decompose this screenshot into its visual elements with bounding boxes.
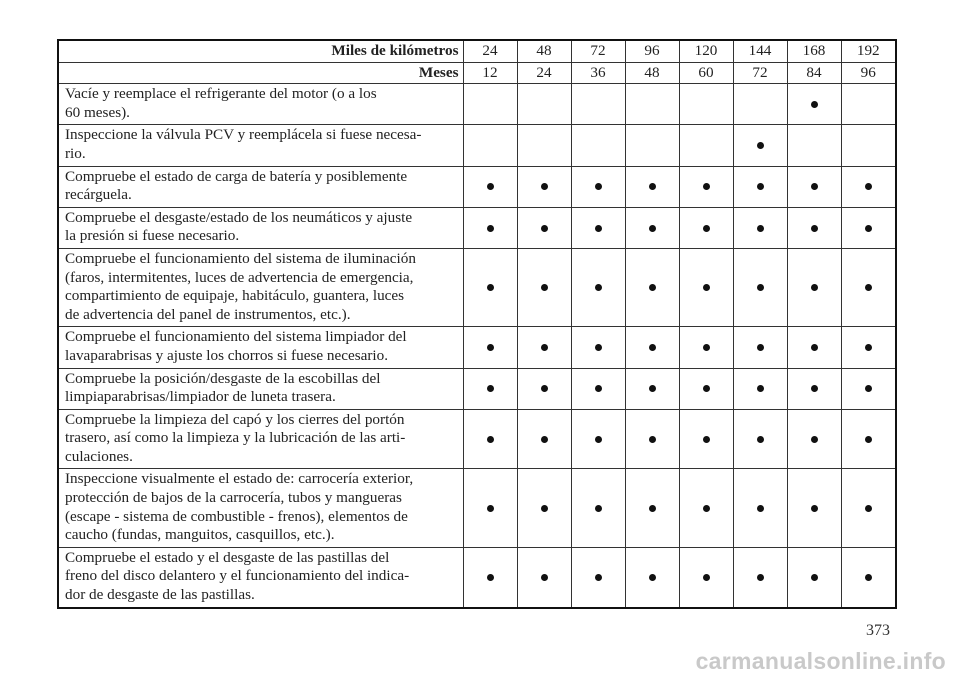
months-header-row-value: 12 [463, 62, 517, 84]
schedule-cell [787, 327, 841, 368]
task-text-line: Compruebe el funcionamiento del sistema limpiador del [65, 328, 407, 346]
filled-dot-icon [703, 284, 710, 291]
schedule-cell [787, 166, 841, 207]
km-header-row [58, 40, 896, 62]
filled-dot-icon [595, 574, 602, 581]
filled-dot-icon [811, 344, 818, 351]
km-header-row-value: 144 [733, 40, 787, 62]
filled-dot-icon [649, 574, 656, 581]
schedule-cell [679, 207, 733, 248]
task-description [58, 368, 463, 409]
filled-dot-icon [811, 574, 818, 581]
task-text-line: (escape - sistema de combustible - frenos), elementos de [65, 507, 408, 525]
filled-dot-icon [865, 183, 872, 190]
task-text-line: freno del disco delantero y el funcionamiento del indica- [65, 567, 410, 585]
schedule-cell [841, 248, 896, 326]
schedule-cell [733, 368, 787, 409]
filled-dot-icon [811, 436, 818, 443]
km-header-row-label: Miles de kilómetros [58, 40, 463, 62]
filled-dot-icon [595, 505, 602, 512]
km-header-row-value: 24 [463, 40, 517, 62]
schedule-cell [571, 409, 625, 469]
schedule-row [58, 166, 896, 207]
filled-dot-icon [811, 183, 818, 190]
filled-dot-icon [757, 344, 764, 351]
filled-dot-icon [541, 183, 548, 190]
task-text-line: la presión si fuese necesario. [65, 227, 240, 245]
maintenance-schedule-table [57, 39, 897, 609]
task-text-line: caucho (fundas, manguitos, casquillos, etc.). [65, 526, 335, 544]
km-header-row-value: 72 [571, 40, 625, 62]
schedule-cell [841, 166, 896, 207]
months-header-row-value: 60 [679, 62, 733, 84]
filled-dot-icon [757, 183, 764, 190]
schedule-cell [679, 547, 733, 607]
filled-dot-icon [487, 183, 494, 190]
schedule-cell [625, 327, 679, 368]
schedule-cell [841, 368, 896, 409]
schedule-cell [517, 469, 571, 547]
task-description [58, 327, 463, 368]
filled-dot-icon [649, 344, 656, 351]
filled-dot-icon [595, 436, 602, 443]
schedule-cell [787, 469, 841, 547]
filled-dot-icon [703, 225, 710, 232]
filled-dot-icon [595, 284, 602, 291]
filled-dot-icon [757, 574, 764, 581]
schedule-cell [679, 166, 733, 207]
schedule-cell [625, 547, 679, 607]
schedule-cell [571, 547, 625, 607]
filled-dot-icon [649, 505, 656, 512]
schedule-cell [463, 368, 517, 409]
task-description [58, 409, 463, 469]
schedule-row [58, 409, 896, 469]
schedule-cell [841, 207, 896, 248]
schedule-cell [787, 547, 841, 607]
months-header-row-value: 72 [733, 62, 787, 84]
schedule-cell [733, 547, 787, 607]
task-text-line: lavaparabrisas y ajuste los chorros si fuese necesario. [65, 346, 389, 364]
km-header-row-value: 168 [787, 40, 841, 62]
months-header-row-value: 48 [625, 62, 679, 84]
task-text-line: Vacíe y reemplace el refrigerante del motor (o a los [65, 85, 377, 103]
km-header-row-value: 48 [517, 40, 571, 62]
filled-dot-icon [757, 385, 764, 392]
schedule-row [58, 207, 896, 248]
schedule-cell [841, 84, 896, 125]
schedule-cell [463, 327, 517, 368]
filled-dot-icon [703, 385, 710, 392]
filled-dot-icon [865, 436, 872, 443]
schedule-row [58, 84, 896, 125]
filled-dot-icon [487, 385, 494, 392]
filled-dot-icon [595, 183, 602, 190]
schedule-cell [571, 368, 625, 409]
filled-dot-icon [541, 505, 548, 512]
filled-dot-icon [487, 225, 494, 232]
schedule-cell [463, 469, 517, 547]
task-text-line: Inspeccione la válvula PCV y reemplácela si fuese necesa- [65, 126, 422, 144]
task-description [58, 207, 463, 248]
filled-dot-icon [541, 344, 548, 351]
task-text-line: rio. [65, 144, 86, 162]
filled-dot-icon [541, 436, 548, 443]
schedule-cell [463, 84, 517, 125]
schedule-cell [571, 125, 625, 166]
schedule-cell [625, 469, 679, 547]
schedule-cell [733, 84, 787, 125]
schedule-cell [787, 84, 841, 125]
schedule-cell [517, 409, 571, 469]
filled-dot-icon [811, 225, 818, 232]
schedule-cell [733, 125, 787, 166]
schedule-cell [787, 368, 841, 409]
filled-dot-icon [541, 284, 548, 291]
schedule-cell [463, 248, 517, 326]
schedule-cell [463, 207, 517, 248]
schedule-cell [517, 547, 571, 607]
filled-dot-icon [703, 183, 710, 190]
schedule-cell [625, 166, 679, 207]
schedule-cell [571, 248, 625, 326]
filled-dot-icon [865, 385, 872, 392]
filled-dot-icon [811, 385, 818, 392]
task-text-line: 60 meses). [65, 103, 130, 121]
months-header-row-value: 36 [571, 62, 625, 84]
task-text-line: Compruebe el estado y el desgaste de las pastillas del [65, 548, 390, 566]
task-description [58, 248, 463, 326]
km-header-row-value: 192 [841, 40, 896, 62]
filled-dot-icon [865, 225, 872, 232]
task-description [58, 125, 463, 166]
filled-dot-icon [649, 284, 656, 291]
schedule-cell [679, 248, 733, 326]
schedule-cell [571, 84, 625, 125]
schedule-row [58, 469, 896, 547]
task-text-line: recárguela. [65, 186, 132, 204]
filled-dot-icon [649, 225, 656, 232]
filled-dot-icon [757, 505, 764, 512]
schedule-cell [733, 166, 787, 207]
filled-dot-icon [487, 344, 494, 351]
schedule-cell [625, 207, 679, 248]
task-text-line: Compruebe el estado de carga de batería y posiblemente [65, 167, 408, 185]
km-header-row-value: 96 [625, 40, 679, 62]
task-text-line: Compruebe la limpieza del capó y los cierres del portón [65, 410, 405, 428]
filled-dot-icon [757, 225, 764, 232]
schedule-cell [571, 166, 625, 207]
task-description [58, 469, 463, 547]
filled-dot-icon [811, 284, 818, 291]
schedule-cell [463, 409, 517, 469]
schedule-cell [733, 207, 787, 248]
page-number: 373 [866, 622, 890, 639]
task-text-line: dor de desgaste de las pastillas. [65, 586, 255, 604]
schedule-cell [841, 125, 896, 166]
schedule-cell [733, 469, 787, 547]
schedule-cell [679, 327, 733, 368]
task-text-line: (faros, intermitentes, luces de advertencia de emergencia, [65, 268, 414, 286]
schedule-row [58, 368, 896, 409]
watermark: carmanualsonline.info [695, 648, 946, 674]
schedule-cell [679, 368, 733, 409]
schedule-cell [625, 368, 679, 409]
filled-dot-icon [757, 142, 764, 149]
schedule-cell [517, 207, 571, 248]
schedule-cell [517, 166, 571, 207]
filled-dot-icon [595, 225, 602, 232]
task-text-line: Inspeccione visualmente el estado de: carrocería exterior, [65, 470, 414, 488]
filled-dot-icon [865, 505, 872, 512]
months-header-row-value: 96 [841, 62, 896, 84]
schedule-cell [679, 84, 733, 125]
task-text-line: Compruebe el desgaste/estado de los neumáticos y ajuste [65, 208, 413, 226]
schedule-cell [463, 166, 517, 207]
schedule-row [58, 125, 896, 166]
months-header-row-label: Meses [58, 62, 463, 84]
schedule-cell [517, 368, 571, 409]
filled-dot-icon [649, 385, 656, 392]
schedule-cell [463, 125, 517, 166]
filled-dot-icon [541, 574, 548, 581]
task-text-line: Compruebe la posición/desgaste de la escobillas del [65, 369, 381, 387]
schedule-cell [733, 409, 787, 469]
filled-dot-icon [757, 436, 764, 443]
schedule-cell [463, 547, 517, 607]
schedule-cell [625, 409, 679, 469]
schedule-cell [787, 248, 841, 326]
task-text-line: limpiaparabrisas/limpiador de luneta trasera. [65, 388, 336, 406]
filled-dot-icon [811, 101, 818, 108]
schedule-row [58, 248, 896, 326]
schedule-cell [679, 125, 733, 166]
schedule-cell [841, 547, 896, 607]
task-text-line: culaciones. [65, 447, 133, 465]
schedule-cell [625, 248, 679, 326]
schedule-cell [517, 84, 571, 125]
filled-dot-icon [865, 574, 872, 581]
months-header-row-value: 84 [787, 62, 841, 84]
schedule-cell [517, 248, 571, 326]
task-text-line: compartimiento de equipaje, habitáculo, guantera, luces [65, 287, 405, 305]
filled-dot-icon [811, 505, 818, 512]
schedule-cell [679, 469, 733, 547]
filled-dot-icon [865, 284, 872, 291]
schedule-row [58, 327, 896, 368]
schedule-cell [787, 207, 841, 248]
schedule-cell [841, 327, 896, 368]
filled-dot-icon [541, 385, 548, 392]
filled-dot-icon [703, 574, 710, 581]
filled-dot-icon [703, 505, 710, 512]
schedule-cell [787, 409, 841, 469]
filled-dot-icon [757, 284, 764, 291]
filled-dot-icon [487, 574, 494, 581]
filled-dot-icon [487, 505, 494, 512]
schedule-cell [571, 469, 625, 547]
task-text-line: de advertencia del panel de instrumentos, etc.). [65, 305, 351, 323]
months-header-row [58, 62, 896, 84]
task-text-line: trasero, así como la limpieza y la lubricación de las arti- [65, 429, 406, 447]
task-text-line: Compruebe el funcionamiento del sistema de iluminación [65, 249, 416, 267]
task-description [58, 166, 463, 207]
schedule-cell [787, 125, 841, 166]
filled-dot-icon [487, 436, 494, 443]
filled-dot-icon [649, 436, 656, 443]
schedule-cell [625, 125, 679, 166]
schedule-cell [625, 84, 679, 125]
schedule-cell [841, 409, 896, 469]
filled-dot-icon [541, 225, 548, 232]
filled-dot-icon [703, 344, 710, 351]
schedule-cell [733, 248, 787, 326]
km-header-row-value: 120 [679, 40, 733, 62]
filled-dot-icon [595, 385, 602, 392]
filled-dot-icon [865, 344, 872, 351]
filled-dot-icon [595, 344, 602, 351]
schedule-cell [517, 125, 571, 166]
schedule-cell [841, 469, 896, 547]
schedule-cell [517, 327, 571, 368]
schedule-row [58, 547, 896, 607]
filled-dot-icon [703, 436, 710, 443]
schedule-cell [571, 207, 625, 248]
task-description [58, 84, 463, 125]
schedule-cell [679, 409, 733, 469]
months-header-row-value: 24 [517, 62, 571, 84]
filled-dot-icon [487, 284, 494, 291]
task-description [58, 547, 463, 607]
schedule-cell [571, 327, 625, 368]
schedule-cell [733, 327, 787, 368]
filled-dot-icon [649, 183, 656, 190]
task-text-line: protección de bajos de la carrocería, tubos y mangueras [65, 489, 402, 507]
